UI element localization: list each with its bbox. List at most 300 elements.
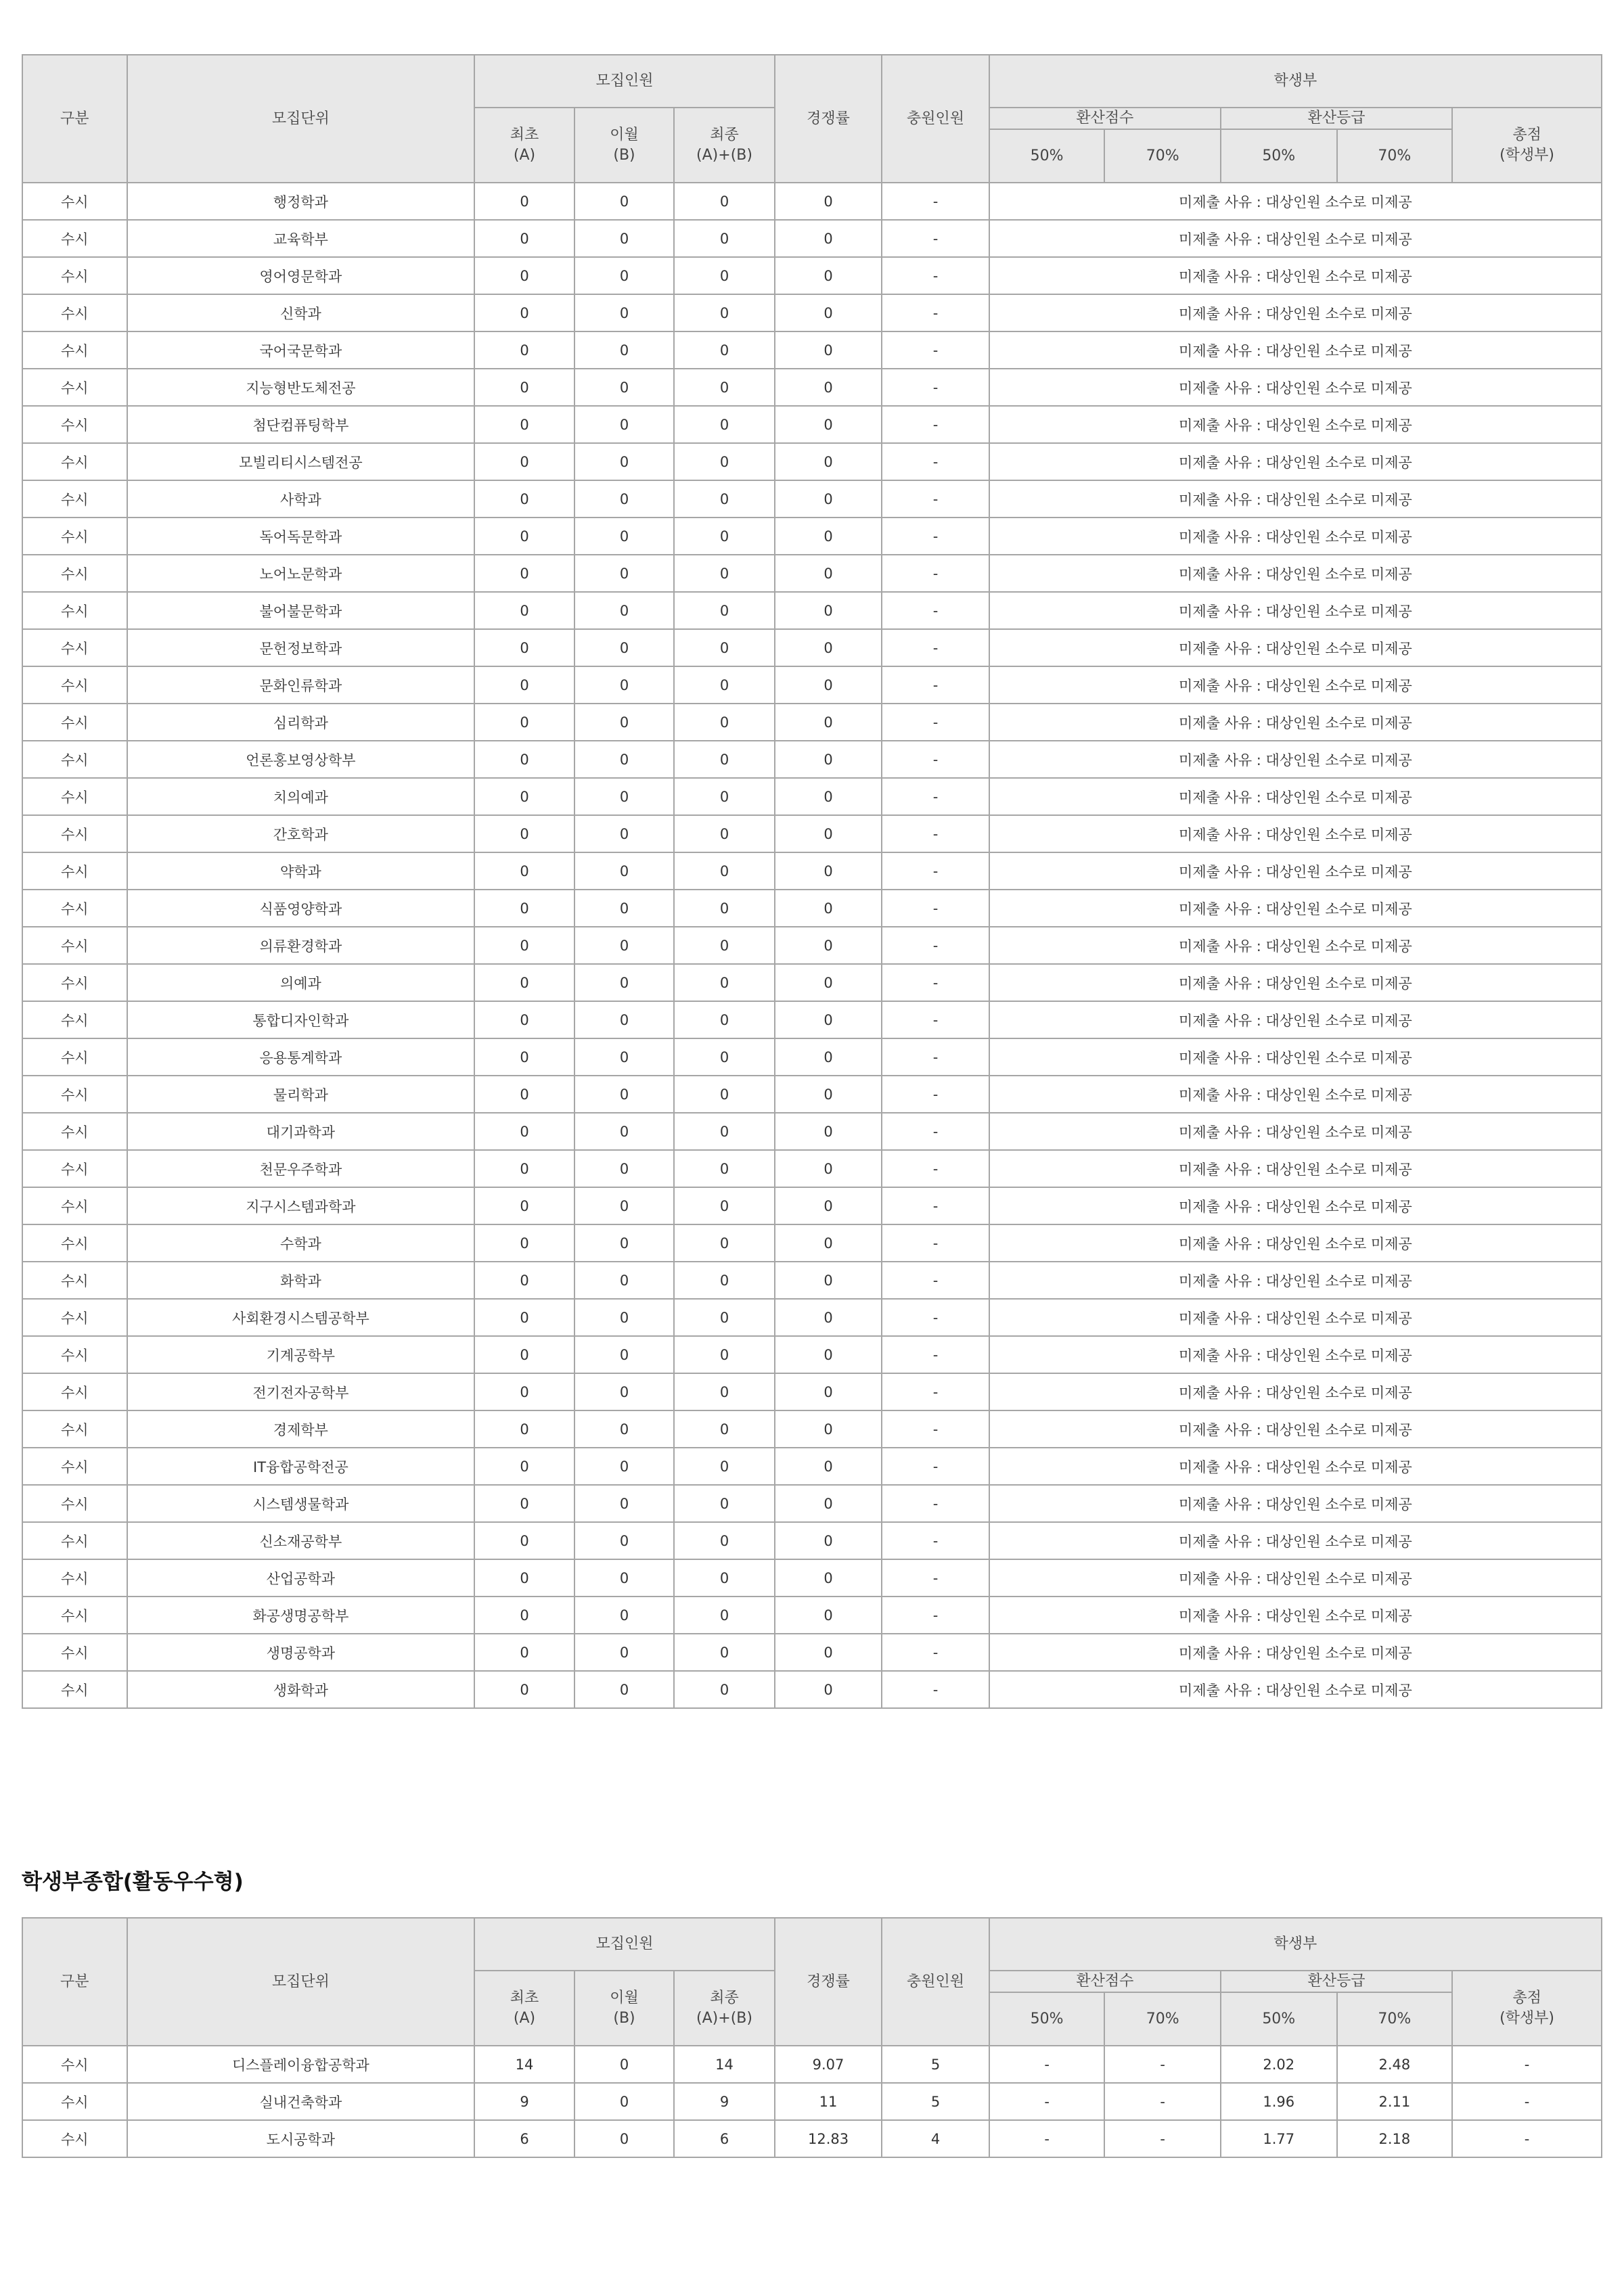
cell-unit: 경제학부 bbox=[127, 1410, 475, 1448]
cell-type: 수시 bbox=[22, 778, 127, 815]
cell-unit: 노어노문학과 bbox=[127, 555, 475, 592]
cell-final: 0 bbox=[674, 592, 775, 629]
table-row bbox=[22, 1597, 1602, 1634]
cell-type: 수시 bbox=[22, 964, 127, 1001]
cell-rate: 0 bbox=[775, 1113, 882, 1150]
cell-type: 수시 bbox=[22, 555, 127, 592]
cell-unit: 모빌리티시스템전공 bbox=[127, 443, 475, 480]
cell-type: 수시 bbox=[22, 480, 127, 518]
cell-carry: 0 bbox=[574, 1336, 675, 1373]
cell-fill: - bbox=[882, 406, 989, 443]
cell-carry: 0 bbox=[574, 518, 675, 555]
cell-carry: 0 bbox=[574, 741, 675, 778]
cell-final: 0 bbox=[674, 1559, 775, 1597]
cell-initial: 0 bbox=[474, 183, 574, 220]
cell-rate: 0 bbox=[775, 518, 882, 555]
cell-type: 수시 bbox=[22, 220, 127, 257]
cell-final: 0 bbox=[674, 1448, 775, 1485]
cell-rate: 0 bbox=[775, 704, 882, 741]
cell-fill: - bbox=[882, 1410, 989, 1448]
cell-carry: 0 bbox=[574, 852, 675, 890]
col-recruit: 모집인원 bbox=[474, 1918, 775, 1971]
cell-carry: 0 bbox=[574, 1187, 675, 1224]
table-row bbox=[22, 1001, 1602, 1038]
table-row bbox=[22, 1299, 1602, 1336]
cell-type: 수시 bbox=[22, 890, 127, 927]
cell-rate: 0 bbox=[775, 555, 882, 592]
cell-fill: - bbox=[882, 443, 989, 480]
cell-carry: 0 bbox=[574, 555, 675, 592]
cell-type: 수시 bbox=[22, 294, 127, 331]
col-recruit: 모집인원 bbox=[474, 55, 775, 108]
cell-unit: 지구시스템과학과 bbox=[127, 1187, 475, 1224]
cell-unit: 문헌정보학과 bbox=[127, 629, 475, 666]
cell-rate: 0 bbox=[775, 1559, 882, 1597]
table-row bbox=[22, 666, 1602, 704]
cell-unit: 산업공학과 bbox=[127, 1559, 475, 1597]
col-fill: 충원인원 bbox=[882, 1918, 989, 2046]
cell-final: 0 bbox=[674, 1113, 775, 1150]
cell-not-provided-note: 미제출 사유 : 대상인원 소수로 미제공 bbox=[989, 183, 1602, 220]
cell-rate: 0 bbox=[775, 1522, 882, 1559]
table-row bbox=[22, 629, 1602, 666]
col-gubun: 구분 bbox=[22, 55, 127, 183]
cell-fill: - bbox=[882, 220, 989, 257]
cell-unit: 디스플레이융합공학과 bbox=[127, 2046, 475, 2083]
cell-not-provided-note: 미제출 사유 : 대상인원 소수로 미제공 bbox=[989, 480, 1602, 518]
cell-rate: 0 bbox=[775, 629, 882, 666]
cell-initial: 0 bbox=[474, 1001, 574, 1038]
cell-not-provided-note: 미제출 사유 : 대상인원 소수로 미제공 bbox=[989, 1373, 1602, 1410]
table-row bbox=[22, 1076, 1602, 1113]
cell-unit: 교육학부 bbox=[127, 220, 475, 257]
cell-carry: 0 bbox=[574, 1299, 675, 1336]
cell-fill: - bbox=[882, 704, 989, 741]
cell-final: 0 bbox=[674, 1410, 775, 1448]
cell-initial: 0 bbox=[474, 1187, 574, 1224]
cell-not-provided-note: 미제출 사유 : 대상인원 소수로 미제공 bbox=[989, 1634, 1602, 1671]
col-score-70: 70% bbox=[1104, 129, 1221, 183]
cell-initial: 0 bbox=[474, 1410, 574, 1448]
col-rate: 경쟁률 bbox=[775, 55, 882, 183]
cell-fill: - bbox=[882, 1076, 989, 1113]
cell-initial: 0 bbox=[474, 1113, 574, 1150]
cell-type: 수시 bbox=[22, 1410, 127, 1448]
cell-initial: 0 bbox=[474, 443, 574, 480]
cell-rate: 0 bbox=[775, 1410, 882, 1448]
table-row bbox=[22, 331, 1602, 369]
cell-rate: 9.07 bbox=[775, 2046, 882, 2083]
cell-not-provided-note: 미제출 사유 : 대상인원 소수로 미제공 bbox=[989, 1001, 1602, 1038]
table-row bbox=[22, 1634, 1602, 1671]
cell-fill: - bbox=[882, 1485, 989, 1522]
cell-b: 0 bbox=[574, 2046, 675, 2083]
table-row bbox=[22, 964, 1602, 1001]
col-score-50: 50% bbox=[989, 129, 1105, 183]
cell-rate: 0 bbox=[775, 1299, 882, 1336]
cell-rate: 0 bbox=[775, 294, 882, 331]
cell-fill: - bbox=[882, 369, 989, 406]
cell-type: 수시 bbox=[22, 1373, 127, 1410]
cell-type: 수시 bbox=[22, 2046, 127, 2083]
cell-not-provided-note: 미제출 사유 : 대상인원 소수로 미제공 bbox=[989, 1187, 1602, 1224]
cell-final: 0 bbox=[674, 1001, 775, 1038]
cell-carry: 0 bbox=[574, 927, 675, 964]
cell-carry: 0 bbox=[574, 704, 675, 741]
cell-not-provided-note: 미제출 사유 : 대상인원 소수로 미제공 bbox=[989, 852, 1602, 890]
cell-unit: 언론홍보영상학부 bbox=[127, 741, 475, 778]
cell-not-provided-note: 미제출 사유 : 대상인원 소수로 미제공 bbox=[989, 1224, 1602, 1262]
cell-initial: 0 bbox=[474, 1038, 574, 1076]
cell-initial: 0 bbox=[474, 1150, 574, 1187]
cell-rate: 0 bbox=[775, 443, 882, 480]
table-row bbox=[22, 704, 1602, 741]
cell-type: 수시 bbox=[22, 704, 127, 741]
cell-unit: 화학과 bbox=[127, 1262, 475, 1299]
cell-unit: 의예과 bbox=[127, 964, 475, 1001]
cell-not-provided-note: 미제출 사유 : 대상인원 소수로 미제공 bbox=[989, 555, 1602, 592]
table-header bbox=[22, 1918, 1602, 2046]
cell-initial: 0 bbox=[474, 257, 574, 294]
cell-unit: 식품영양학과 bbox=[127, 890, 475, 927]
cell-rate: 12.83 bbox=[775, 2120, 882, 2157]
cell-rate: 11 bbox=[775, 2083, 882, 2120]
activity-type-results-table bbox=[22, 1917, 1602, 2158]
cell-fill: - bbox=[882, 1038, 989, 1076]
table-header bbox=[22, 55, 1602, 183]
cell-fill: - bbox=[882, 890, 989, 927]
cell-type: 수시 bbox=[22, 2120, 127, 2157]
cell-not-provided-note: 미제출 사유 : 대상인원 소수로 미제공 bbox=[989, 443, 1602, 480]
cell-total: - bbox=[1452, 2046, 1602, 2083]
cell-not-provided-note: 미제출 사유 : 대상인원 소수로 미제공 bbox=[989, 741, 1602, 778]
cell-fill: - bbox=[882, 518, 989, 555]
cell-fill: - bbox=[882, 1671, 989, 1708]
cell-fill: 4 bbox=[882, 2120, 989, 2157]
cell-initial: 0 bbox=[474, 555, 574, 592]
cell-carry: 0 bbox=[574, 1448, 675, 1485]
cell-initial: 0 bbox=[474, 369, 574, 406]
cell-carry: 0 bbox=[574, 890, 675, 927]
cell-final: 0 bbox=[674, 331, 775, 369]
cell-not-provided-note: 미제출 사유 : 대상인원 소수로 미제공 bbox=[989, 964, 1602, 1001]
cell-ab: 9 bbox=[674, 2083, 775, 2120]
cell-carry: 0 bbox=[574, 294, 675, 331]
cell-unit: 시스템생물학과 bbox=[127, 1485, 475, 1522]
cell-type: 수시 bbox=[22, 666, 127, 704]
cell-final: 0 bbox=[674, 778, 775, 815]
col-rate: 경쟁률 bbox=[775, 1918, 882, 2046]
cell-fill: 5 bbox=[882, 2083, 989, 2120]
table-row bbox=[22, 220, 1602, 257]
cell-unit: 행정학과 bbox=[127, 183, 475, 220]
cell-fill: - bbox=[882, 331, 989, 369]
cell-initial: 0 bbox=[474, 852, 574, 890]
cell-initial: 0 bbox=[474, 220, 574, 257]
cell-s70: - bbox=[1104, 2046, 1221, 2083]
cell-carry: 0 bbox=[574, 629, 675, 666]
col-initial: 최초 (A) bbox=[474, 1971, 574, 2046]
cell-carry: 0 bbox=[574, 406, 675, 443]
cell-rate: 0 bbox=[775, 815, 882, 852]
col-final: 최종 (A)+(B) bbox=[674, 1971, 775, 2046]
cell-not-provided-note: 미제출 사유 : 대상인원 소수로 미제공 bbox=[989, 220, 1602, 257]
cell-initial: 0 bbox=[474, 704, 574, 741]
cell-fill: - bbox=[882, 1373, 989, 1410]
cell-type: 수시 bbox=[22, 1113, 127, 1150]
table-row bbox=[22, 406, 1602, 443]
cell-not-provided-note: 미제출 사유 : 대상인원 소수로 미제공 bbox=[989, 1671, 1602, 1708]
col-grade-70: 70% bbox=[1337, 1992, 1453, 2046]
cell-not-provided-note: 미제출 사유 : 대상인원 소수로 미제공 bbox=[989, 257, 1602, 294]
cell-carry: 0 bbox=[574, 592, 675, 629]
cell-type: 수시 bbox=[22, 1187, 127, 1224]
cell-carry: 0 bbox=[574, 331, 675, 369]
cell-initial: 0 bbox=[474, 778, 574, 815]
cell-rate: 0 bbox=[775, 331, 882, 369]
cell-g50: 1.77 bbox=[1221, 2120, 1337, 2157]
cell-carry: 0 bbox=[574, 1597, 675, 1634]
col-score: 환산점수 bbox=[989, 108, 1221, 129]
cell-initial: 0 bbox=[474, 1559, 574, 1597]
cell-type: 수시 bbox=[22, 183, 127, 220]
cell-fill: - bbox=[882, 1113, 989, 1150]
cell-rate: 0 bbox=[775, 927, 882, 964]
cell-type: 수시 bbox=[22, 257, 127, 294]
cell-final: 0 bbox=[674, 1076, 775, 1113]
cell-initial: 0 bbox=[474, 480, 574, 518]
cell-unit: 치의예과 bbox=[127, 778, 475, 815]
cell-fill: - bbox=[882, 1448, 989, 1485]
cell-unit: 통합디자인학과 bbox=[127, 1001, 475, 1038]
cell-unit: 첨단컴퓨팅학부 bbox=[127, 406, 475, 443]
cell-fill: - bbox=[882, 1150, 989, 1187]
cell-unit: 응용통계학과 bbox=[127, 1038, 475, 1076]
table-row bbox=[22, 778, 1602, 815]
cell-initial: 0 bbox=[474, 815, 574, 852]
cell-final: 0 bbox=[674, 406, 775, 443]
cell-type: 수시 bbox=[22, 1150, 127, 1187]
cell-ab: 14 bbox=[674, 2046, 775, 2083]
cell-rate: 0 bbox=[775, 1373, 882, 1410]
table-body bbox=[22, 183, 1602, 1708]
table-row bbox=[22, 1150, 1602, 1187]
table-row bbox=[22, 1187, 1602, 1224]
cell-fill: - bbox=[882, 666, 989, 704]
cell-rate: 0 bbox=[775, 257, 882, 294]
cell-not-provided-note: 미제출 사유 : 대상인원 소수로 미제공 bbox=[989, 704, 1602, 741]
cell-initial: 0 bbox=[474, 666, 574, 704]
cell-fill: - bbox=[882, 1522, 989, 1559]
cell-s70: - bbox=[1104, 2120, 1221, 2157]
cell-carry: 0 bbox=[574, 964, 675, 1001]
cell-type: 수시 bbox=[22, 406, 127, 443]
cell-carry: 0 bbox=[574, 1224, 675, 1262]
cell-type: 수시 bbox=[22, 443, 127, 480]
cell-unit: 생화학과 bbox=[127, 1671, 475, 1708]
cell-initial: 0 bbox=[474, 1076, 574, 1113]
cell-carry: 0 bbox=[574, 815, 675, 852]
cell-not-provided-note: 미제출 사유 : 대상인원 소수로 미제공 bbox=[989, 1522, 1602, 1559]
cell-unit: 문화인류학과 bbox=[127, 666, 475, 704]
cell-fill: - bbox=[882, 183, 989, 220]
cell-initial: 0 bbox=[474, 741, 574, 778]
table-row bbox=[22, 741, 1602, 778]
cell-fill: - bbox=[882, 1336, 989, 1373]
cell-unit: 약학과 bbox=[127, 852, 475, 890]
col-grade-70: 70% bbox=[1337, 129, 1453, 183]
cell-final: 0 bbox=[674, 964, 775, 1001]
cell-unit: 신소재공학부 bbox=[127, 1522, 475, 1559]
cell-initial: 0 bbox=[474, 1634, 574, 1671]
cell-a: 9 bbox=[474, 2083, 574, 2120]
cell-not-provided-note: 미제출 사유 : 대상인원 소수로 미제공 bbox=[989, 294, 1602, 331]
cell-fill: - bbox=[882, 1187, 989, 1224]
cell-type: 수시 bbox=[22, 741, 127, 778]
cell-carry: 0 bbox=[574, 1113, 675, 1150]
cell-unit: 실내건축학과 bbox=[127, 2083, 475, 2120]
col-initial: 최초 (A) bbox=[474, 108, 574, 183]
cell-b: 0 bbox=[574, 2083, 675, 2120]
cell-carry: 0 bbox=[574, 480, 675, 518]
cell-rate: 0 bbox=[775, 964, 882, 1001]
cell-initial: 0 bbox=[474, 331, 574, 369]
cell-unit: 대기과학과 bbox=[127, 1113, 475, 1150]
cell-final: 0 bbox=[674, 1485, 775, 1522]
cell-carry: 0 bbox=[574, 1001, 675, 1038]
cell-carry: 0 bbox=[574, 1038, 675, 1076]
cell-fill: - bbox=[882, 629, 989, 666]
col-record: 학생부 bbox=[989, 1918, 1602, 1971]
table-row bbox=[22, 480, 1602, 518]
col-record: 학생부 bbox=[989, 55, 1602, 108]
cell-initial: 0 bbox=[474, 518, 574, 555]
table-row bbox=[22, 927, 1602, 964]
cell-a: 6 bbox=[474, 2120, 574, 2157]
cell-a: 14 bbox=[474, 2046, 574, 2083]
cell-fill: - bbox=[882, 1634, 989, 1671]
cell-rate: 0 bbox=[775, 406, 882, 443]
table-row bbox=[22, 443, 1602, 480]
cell-type: 수시 bbox=[22, 1448, 127, 1485]
cell-unit: 지능형반도체전공 bbox=[127, 369, 475, 406]
table-row bbox=[22, 852, 1602, 890]
cell-final: 0 bbox=[674, 443, 775, 480]
cell-final: 0 bbox=[674, 220, 775, 257]
cell-fill: - bbox=[882, 257, 989, 294]
cell-rate: 0 bbox=[775, 1150, 882, 1187]
cell-fill: - bbox=[882, 1224, 989, 1262]
cell-unit: 기계공학부 bbox=[127, 1336, 475, 1373]
cell-initial: 0 bbox=[474, 1224, 574, 1262]
cell-final: 0 bbox=[674, 1373, 775, 1410]
cell-final: 0 bbox=[674, 815, 775, 852]
cell-initial: 0 bbox=[474, 629, 574, 666]
cell-unit: IT융합공학전공 bbox=[127, 1448, 475, 1485]
cell-g70: 2.48 bbox=[1337, 2046, 1453, 2083]
table-row bbox=[22, 1224, 1602, 1262]
cell-carry: 0 bbox=[574, 1410, 675, 1448]
cell-unit: 신학과 bbox=[127, 294, 475, 331]
cell-rate: 0 bbox=[775, 480, 882, 518]
col-score-70: 70% bbox=[1104, 1992, 1221, 2046]
cell-not-provided-note: 미제출 사유 : 대상인원 소수로 미제공 bbox=[989, 629, 1602, 666]
col-total: 총점 (학생부) bbox=[1452, 108, 1602, 183]
cell-initial: 0 bbox=[474, 1485, 574, 1522]
cell-type: 수시 bbox=[22, 1559, 127, 1597]
cell-unit: 영어영문학과 bbox=[127, 257, 475, 294]
cell-unit: 전기전자공학부 bbox=[127, 1373, 475, 1410]
cell-fill: - bbox=[882, 1001, 989, 1038]
table-row bbox=[22, 1485, 1602, 1522]
cell-s50: - bbox=[989, 2046, 1105, 2083]
cell-final: 0 bbox=[674, 1299, 775, 1336]
table-row bbox=[22, 2083, 1602, 2120]
cell-initial: 0 bbox=[474, 1299, 574, 1336]
table-row bbox=[22, 294, 1602, 331]
cell-type: 수시 bbox=[22, 1262, 127, 1299]
cell-final: 0 bbox=[674, 257, 775, 294]
cell-rate: 0 bbox=[775, 1634, 882, 1671]
cell-type: 수시 bbox=[22, 331, 127, 369]
cell-carry: 0 bbox=[574, 666, 675, 704]
cell-unit: 생명공학과 bbox=[127, 1634, 475, 1671]
cell-final: 0 bbox=[674, 927, 775, 964]
cell-fill: - bbox=[882, 778, 989, 815]
cell-type: 수시 bbox=[22, 369, 127, 406]
cell-carry: 0 bbox=[574, 1559, 675, 1597]
cell-rate: 0 bbox=[775, 1262, 882, 1299]
cell-not-provided-note: 미제출 사유 : 대상인원 소수로 미제공 bbox=[989, 1485, 1602, 1522]
table-row bbox=[22, 1038, 1602, 1076]
cell-not-provided-note: 미제출 사유 : 대상인원 소수로 미제공 bbox=[989, 778, 1602, 815]
cell-rate: 0 bbox=[775, 220, 882, 257]
cell-rate: 0 bbox=[775, 852, 882, 890]
cell-g70: 2.18 bbox=[1337, 2120, 1453, 2157]
col-total: 총점 (학생부) bbox=[1452, 1971, 1602, 2046]
cell-final: 0 bbox=[674, 1671, 775, 1708]
cell-type: 수시 bbox=[22, 1038, 127, 1076]
cell-final: 0 bbox=[674, 369, 775, 406]
cell-not-provided-note: 미제출 사유 : 대상인원 소수로 미제공 bbox=[989, 1038, 1602, 1076]
cell-rate: 0 bbox=[775, 1224, 882, 1262]
cell-rate: 0 bbox=[775, 1485, 882, 1522]
cell-rate: 0 bbox=[775, 183, 882, 220]
cell-initial: 0 bbox=[474, 294, 574, 331]
col-unit: 모집단위 bbox=[127, 55, 475, 183]
table-row bbox=[22, 1410, 1602, 1448]
col-grade-50: 50% bbox=[1221, 129, 1337, 183]
section-title: 학생부종합(활동우수형) bbox=[22, 1870, 244, 1894]
cell-fill: - bbox=[882, 1559, 989, 1597]
cell-final: 0 bbox=[674, 183, 775, 220]
cell-rate: 0 bbox=[775, 778, 882, 815]
cell-fill: - bbox=[882, 741, 989, 778]
cell-type: 수시 bbox=[22, 927, 127, 964]
cell-final: 0 bbox=[674, 1597, 775, 1634]
cell-final: 0 bbox=[674, 1150, 775, 1187]
cell-type: 수시 bbox=[22, 629, 127, 666]
cell-carry: 0 bbox=[574, 257, 675, 294]
table-row bbox=[22, 1113, 1602, 1150]
table-row bbox=[22, 1448, 1602, 1485]
cell-final: 0 bbox=[674, 1262, 775, 1299]
cell-not-provided-note: 미제출 사유 : 대상인원 소수로 미제공 bbox=[989, 1448, 1602, 1485]
cell-rate: 0 bbox=[775, 741, 882, 778]
cell-final: 0 bbox=[674, 704, 775, 741]
table-row bbox=[22, 2046, 1602, 2083]
cell-rate: 0 bbox=[775, 1671, 882, 1708]
